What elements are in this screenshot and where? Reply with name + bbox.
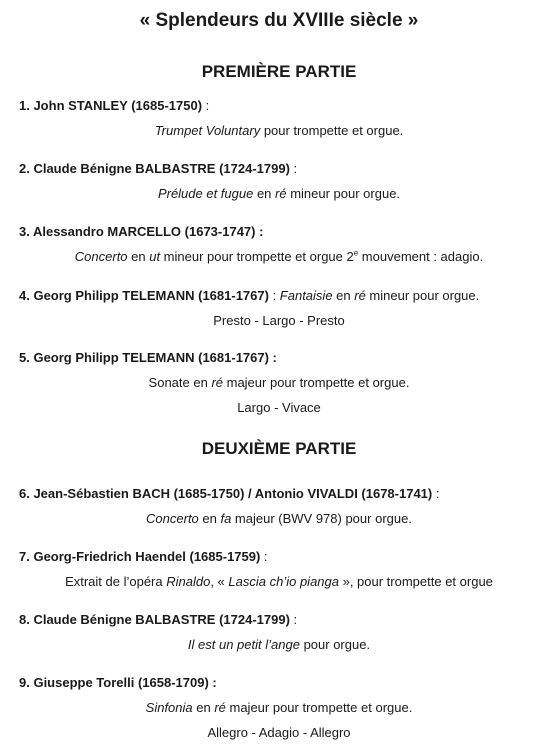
piece-4-movements: Presto - Largo - Presto bbox=[213, 313, 345, 328]
piece-1-work: Trumpet Voluntary bbox=[154, 123, 261, 138]
piece-6-detail bbox=[0, 511, 558, 526]
piece-1-sep: : bbox=[202, 98, 210, 113]
piece-2-composer: 2. Claude Bénigne BALBASTRE (1724-1799) bbox=[19, 161, 290, 176]
piece-3-text-a: en bbox=[127, 249, 150, 264]
piece-9-composer: 9. Giuseppe Torelli (1658-1709) : bbox=[19, 675, 217, 690]
piece-4-work: Fantaisie bbox=[279, 288, 333, 303]
piece-4-sep: : bbox=[268, 288, 280, 303]
piece-3-composer: 3. Alessandro MARCELLO (1673-1747) : bbox=[19, 224, 264, 239]
piece-5-text-b: majeur pour trompette et orgue. bbox=[223, 375, 410, 390]
program-title: « Splendeurs du XVIIIe siècle » bbox=[139, 10, 419, 31]
part-two-heading: DEUXIÈME PARTIE bbox=[201, 439, 357, 458]
piece-1-desc: pour trompette et orgue. bbox=[260, 123, 404, 138]
piece-8-desc: pour orgue. bbox=[299, 637, 371, 652]
piece-7-composer: 7. Georg-Friedrich Haendel (1685-1759) bbox=[19, 549, 261, 564]
piece-7-text-a: Extrait de l’opéra bbox=[65, 574, 167, 589]
piece-7-header bbox=[19, 549, 268, 564]
piece-9-text-a: en bbox=[192, 700, 215, 715]
piece-3-superscript: e bbox=[353, 248, 359, 258]
piece-1-detail bbox=[0, 123, 558, 138]
piece-5-detail bbox=[0, 375, 558, 390]
piece-6-text-b: majeur (BWV 978) pour orgue. bbox=[231, 511, 412, 526]
piece-9-key: ré bbox=[214, 700, 226, 715]
piece-1-composer: 1. John STANLEY (1685-1750) bbox=[19, 98, 203, 113]
piece-3-header bbox=[19, 224, 263, 239]
piece-4-text-b: mineur pour orgue. bbox=[365, 288, 480, 303]
piece-2-text-a: en bbox=[253, 186, 276, 201]
piece-9-work: Sinfonia bbox=[145, 700, 193, 715]
piece-4-composer: 4. Georg Philipp TELEMANN (1681-1767) bbox=[19, 288, 269, 303]
piece-2-text-b: mineur pour orgue. bbox=[286, 186, 401, 201]
piece-7-opera: Rinaldo bbox=[166, 574, 211, 589]
piece-3-detail bbox=[0, 249, 558, 264]
piece-2-header bbox=[19, 161, 297, 176]
piece-7-text-b: , « bbox=[210, 574, 229, 589]
piece-5-composer: 5. Georg Philipp TELEMANN (1681-1767) : bbox=[19, 350, 277, 365]
piece-9-detail bbox=[0, 700, 558, 715]
piece-6-key: fa bbox=[220, 511, 232, 526]
piece-9-text-b: majeur pour trompette et orgue. bbox=[225, 700, 413, 715]
piece-6-text-a: en bbox=[198, 511, 221, 526]
piece-3-work: Concerto bbox=[74, 249, 128, 264]
piece-5-key: ré bbox=[211, 375, 223, 390]
piece-5-text-a: Sonate en bbox=[148, 375, 212, 390]
piece-4-key: ré bbox=[354, 288, 366, 303]
piece-7-sep: : bbox=[260, 549, 268, 564]
piece-7-text-c: », pour trompette et orgue bbox=[338, 574, 493, 589]
piece-8-sep: : bbox=[289, 612, 298, 627]
piece-5-movements: Largo - Vivace bbox=[237, 400, 321, 415]
piece-6-composer: 6. Jean-Sébastien BACH (1685-1750) / Antonio VIVALDI (1678-1741) bbox=[19, 486, 433, 501]
piece-2-work: Prélude et fugue bbox=[157, 186, 254, 201]
piece-8-detail bbox=[0, 637, 558, 652]
piece-3-text-b: mineur pour trompette et orgue 2 bbox=[160, 249, 354, 264]
piece-6-work: Concerto bbox=[146, 511, 199, 526]
piece-4-header bbox=[19, 288, 479, 303]
piece-3-key: ut bbox=[149, 249, 161, 264]
piece-8-composer: 8. Claude Bénigne BALBASTRE (1724-1799) bbox=[19, 612, 290, 627]
part-one-heading: PREMIÈRE PARTIE bbox=[201, 62, 357, 81]
piece-8-work: Il est un petit l’ange bbox=[187, 637, 300, 652]
piece-6-sep: : bbox=[432, 486, 440, 501]
piece-2-key: ré bbox=[275, 186, 287, 201]
piece-6-header bbox=[19, 486, 439, 501]
piece-2-detail bbox=[0, 186, 558, 201]
piece-3-text-c: mouvement : adagio. bbox=[358, 249, 484, 264]
piece-9-movements: Allegro - Adagio - Allegro bbox=[207, 725, 351, 740]
piece-7-detail bbox=[0, 574, 558, 589]
piece-9-header bbox=[19, 675, 217, 690]
piece-8-header bbox=[19, 612, 297, 627]
piece-4-text-a: en bbox=[332, 288, 355, 303]
piece-5-header bbox=[19, 350, 277, 365]
piece-7-aria: Lascia ch’io pianga bbox=[228, 574, 339, 589]
piece-1-header bbox=[19, 98, 209, 113]
piece-2-sep: : bbox=[289, 161, 298, 176]
